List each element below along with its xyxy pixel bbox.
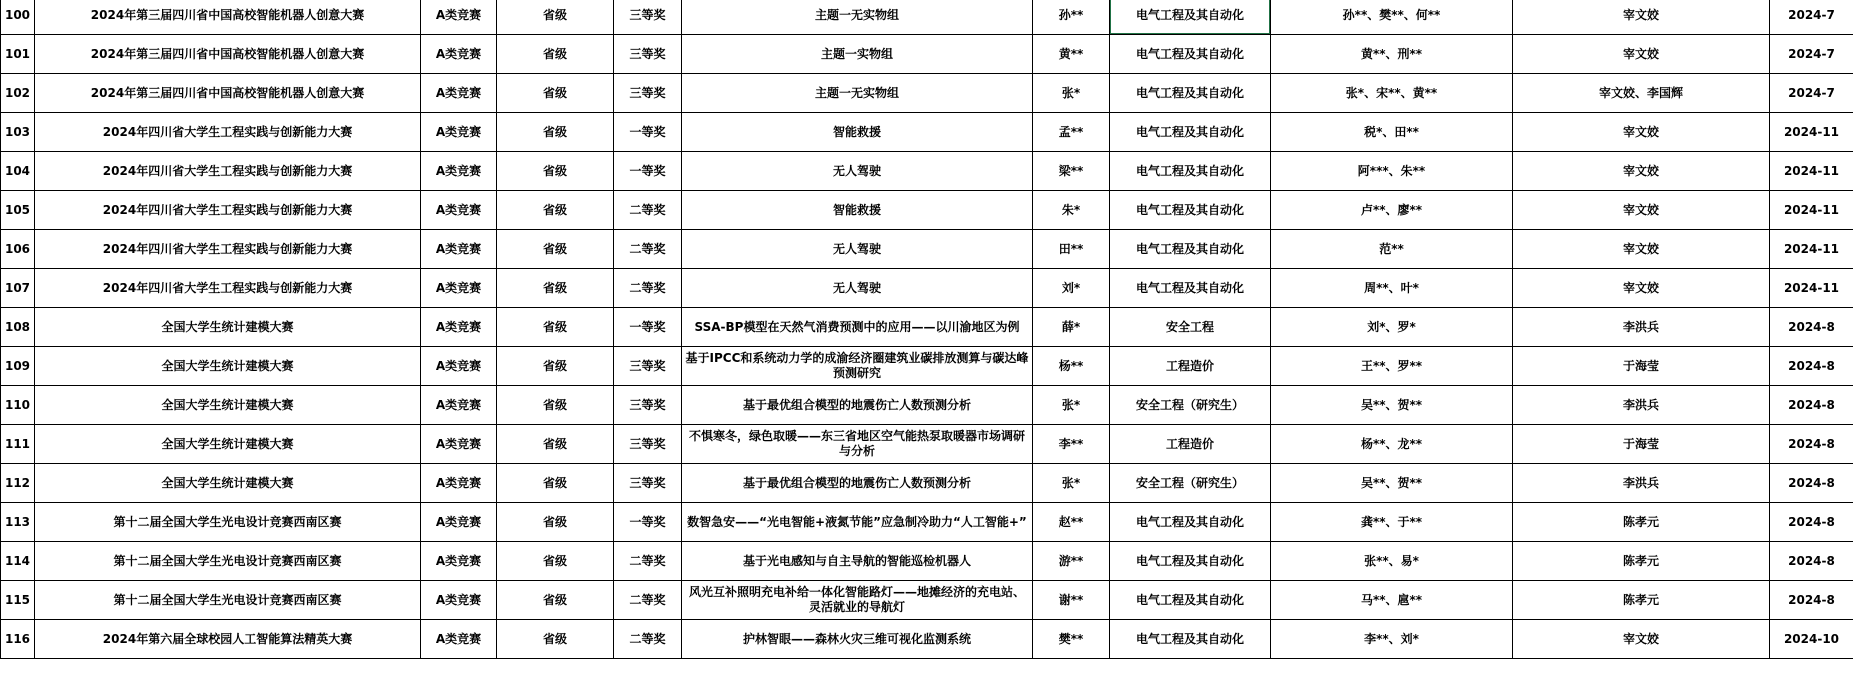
competition-name-cell[interactable]: 2024年第三届四川省中国高校智能机器人创意大赛 [35,74,421,113]
project-name-cell[interactable]: 基于最优组合模型的地震伤亡人数预测分析 [682,386,1033,425]
date-cell[interactable]: 2024-7 [1770,74,1853,113]
competition-name-cell[interactable]: 2024年四川省大学生工程实践与创新能力大赛 [35,191,421,230]
leader-cell[interactable]: 薛* [1033,308,1110,347]
award-cell[interactable]: 三等奖 [614,464,682,503]
category-cell[interactable]: A类竞赛 [421,581,497,620]
members-cell[interactable]: 范** [1271,230,1513,269]
table-row [1,191,1853,230]
major-cell[interactable]: 电气工程及其自动化 [1110,191,1271,230]
category-cell[interactable]: A类竞赛 [421,269,497,308]
advisor-cell[interactable]: 陈孝元 [1513,542,1770,581]
advisor-cell[interactable]: 陈孝元 [1513,503,1770,542]
date-cell[interactable]: 2024-7 [1770,35,1853,74]
row-number-cell[interactable]: 103 [1,113,35,152]
row-number-cell[interactable]: 104 [1,152,35,191]
level-cell[interactable]: 省级 [497,113,614,152]
award-cell[interactable]: 一等奖 [614,503,682,542]
row-number-cell[interactable]: 112 [1,464,35,503]
members-cell[interactable]: 张*、宋**、黄** [1271,74,1513,113]
table-row [1,74,1853,113]
advisor-cell[interactable]: 宰文姣 [1513,620,1770,659]
advisor-cell[interactable]: 宰文姣 [1513,35,1770,74]
major-cell[interactable]: 电气工程及其自动化 [1110,269,1271,308]
row-number-cell[interactable]: 111 [1,425,35,464]
major-cell[interactable]: 电气工程及其自动化 [1110,152,1271,191]
date-cell[interactable]: 2024-8 [1770,503,1853,542]
award-cell[interactable]: 三等奖 [614,35,682,74]
project-name-cell[interactable]: 护林智眼——森林火灾三维可视化监测系统 [682,620,1033,659]
level-cell[interactable]: 省级 [497,269,614,308]
major-cell[interactable]: 工程造价 [1110,347,1271,386]
project-name-cell[interactable]: 基于光电感知与自主导航的智能巡检机器人 [682,542,1033,581]
competition-name-cell[interactable]: 全国大学生统计建模大赛 [35,308,421,347]
award-cell[interactable]: 三等奖 [614,347,682,386]
leader-cell[interactable]: 张* [1033,74,1110,113]
project-name-cell[interactable]: 无人驾驶 [682,152,1033,191]
competition-name-cell[interactable]: 全国大学生统计建模大赛 [35,347,421,386]
members-cell[interactable]: 马**、扈** [1271,581,1513,620]
project-name-cell[interactable]: 数智急安——“光电智能+液氮节能”应急制冷助力“人工智能+” [682,503,1033,542]
project-name-cell[interactable]: 无人驾驶 [682,230,1033,269]
row-number-cell[interactable]: 114 [1,542,35,581]
advisor-cell[interactable]: 李洪兵 [1513,308,1770,347]
leader-cell[interactable]: 孟** [1033,113,1110,152]
category-cell[interactable]: A类竞赛 [421,620,497,659]
advisor-cell[interactable]: 陈孝元 [1513,581,1770,620]
table-row [1,0,1853,35]
competition-name-cell[interactable]: 2024年四川省大学生工程实践与创新能力大赛 [35,230,421,269]
major-cell[interactable]: 工程造价 [1110,425,1271,464]
level-cell[interactable]: 省级 [497,581,614,620]
table-row [1,35,1853,74]
competition-name-cell[interactable]: 2024年四川省大学生工程实践与创新能力大赛 [35,269,421,308]
table-row [1,503,1853,542]
leader-cell[interactable]: 樊** [1033,620,1110,659]
members-cell[interactable]: 卢**、廖** [1271,191,1513,230]
project-name-cell[interactable]: 不惧寒冬，绿色取暖——东三省地区空气能热泵取暖器市场调研与分析 [682,425,1033,464]
project-name-cell[interactable]: 基于IPCC和系统动力学的成渝经济圈建筑业碳排放测算与碳达峰预测研究 [682,347,1033,386]
date-cell[interactable]: 2024-8 [1770,347,1853,386]
category-cell[interactable]: A类竞赛 [421,542,497,581]
competition-name-cell[interactable]: 第十二届全国大学生光电设计竞赛西南区赛 [35,581,421,620]
leader-cell[interactable]: 田** [1033,230,1110,269]
row-number-cell[interactable]: 110 [1,386,35,425]
competition-name-cell[interactable]: 2024年第六届全球校园人工智能算法精英大赛 [35,620,421,659]
major-cell[interactable]: 电气工程及其自动化 [1110,113,1271,152]
competition-name-cell[interactable]: 全国大学生统计建模大赛 [35,425,421,464]
date-cell[interactable]: 2024-11 [1770,230,1853,269]
level-cell[interactable]: 省级 [497,425,614,464]
members-cell[interactable]: 吴**、贺** [1271,386,1513,425]
leader-cell[interactable]: 游** [1033,542,1110,581]
category-cell[interactable]: A类竞赛 [421,230,497,269]
competition-name-cell[interactable]: 2024年第三届四川省中国高校智能机器人创意大赛 [35,35,421,74]
leader-cell[interactable]: 赵** [1033,503,1110,542]
advisor-cell[interactable]: 宰文姣 [1513,230,1770,269]
table-body [1,0,1853,659]
row-number-cell[interactable]: 100 [1,0,35,35]
date-cell[interactable]: 2024-11 [1770,152,1853,191]
level-cell[interactable]: 省级 [497,347,614,386]
members-cell[interactable]: 吴**、贺** [1271,464,1513,503]
level-cell[interactable]: 省级 [497,230,614,269]
award-cell[interactable]: 二等奖 [614,230,682,269]
row-number-cell[interactable]: 106 [1,230,35,269]
category-cell[interactable]: A类竞赛 [421,0,497,35]
level-cell[interactable]: 省级 [497,308,614,347]
members-cell[interactable]: 王**、罗** [1271,347,1513,386]
competition-name-cell[interactable]: 全国大学生统计建模大赛 [35,386,421,425]
competition-name-cell[interactable]: 全国大学生统计建模大赛 [35,464,421,503]
table-row [1,308,1853,347]
competition-name-cell[interactable]: 2024年四川省大学生工程实践与创新能力大赛 [35,113,421,152]
table-row [1,269,1853,308]
date-cell[interactable]: 2024-8 [1770,308,1853,347]
members-cell[interactable]: 杨**、龙** [1271,425,1513,464]
advisor-cell[interactable]: 于海莹 [1513,425,1770,464]
category-cell[interactable]: A类竞赛 [421,425,497,464]
leader-cell[interactable]: 杨** [1033,347,1110,386]
date-cell[interactable]: 2024-10 [1770,620,1853,659]
major-cell[interactable]: 电气工程及其自动化 [1110,581,1271,620]
competition-name-cell[interactable]: 第十二届全国大学生光电设计竞赛西南区赛 [35,503,421,542]
members-cell[interactable]: 周**、叶* [1271,269,1513,308]
table-row [1,542,1853,581]
award-cell[interactable]: 一等奖 [614,113,682,152]
members-cell[interactable]: 黄**、刑** [1271,35,1513,74]
project-name-cell[interactable]: 智能救援 [682,113,1033,152]
category-cell[interactable]: A类竞赛 [421,152,497,191]
row-number-cell[interactable]: 113 [1,503,35,542]
advisor-cell[interactable]: 宰文姣、李国辉 [1513,74,1770,113]
award-cell[interactable]: 三等奖 [614,386,682,425]
advisor-cell[interactable]: 宰文姣 [1513,269,1770,308]
level-cell[interactable]: 省级 [497,152,614,191]
major-cell[interactable]: 电气工程及其自动化 [1110,542,1271,581]
table-row [1,425,1853,464]
project-name-cell[interactable]: 主题一无实物组 [682,74,1033,113]
table-row [1,464,1853,503]
row-number-cell[interactable]: 115 [1,581,35,620]
members-cell[interactable]: 龚**、于** [1271,503,1513,542]
table-row [1,581,1853,620]
major-cell[interactable]: 电气工程及其自动化 [1110,230,1271,269]
category-cell[interactable]: A类竞赛 [421,503,497,542]
table-row [1,386,1853,425]
table-row [1,620,1853,659]
level-cell[interactable]: 省级 [497,620,614,659]
table-row [1,152,1853,191]
table-row [1,113,1853,152]
leader-cell[interactable]: 孙** [1033,0,1110,35]
row-number-cell[interactable]: 116 [1,620,35,659]
category-cell[interactable]: A类竞赛 [421,347,497,386]
advisor-cell[interactable]: 宰文姣 [1513,0,1770,35]
members-cell[interactable]: 税*、田** [1271,113,1513,152]
date-cell[interactable]: 2024-7 [1770,0,1853,35]
row-number-cell[interactable]: 109 [1,347,35,386]
members-cell[interactable]: 孙**、樊**、何** [1271,0,1513,35]
award-cell[interactable]: 三等奖 [614,74,682,113]
date-cell[interactable]: 2024-8 [1770,581,1853,620]
advisor-cell[interactable]: 于海莹 [1513,347,1770,386]
major-cell[interactable]: 安全工程 [1110,308,1271,347]
major-cell[interactable]: 电气工程及其自动化 [1110,0,1271,35]
table-row [1,347,1853,386]
leader-cell[interactable]: 李** [1033,425,1110,464]
category-cell[interactable]: A类竞赛 [421,308,497,347]
members-cell[interactable]: 刘*、罗* [1271,308,1513,347]
level-cell[interactable]: 省级 [497,35,614,74]
leader-cell[interactable]: 张* [1033,464,1110,503]
date-cell[interactable]: 2024-8 [1770,542,1853,581]
major-cell[interactable]: 电气工程及其自动化 [1110,620,1271,659]
row-number-cell[interactable]: 101 [1,35,35,74]
major-cell[interactable]: 电气工程及其自动化 [1110,35,1271,74]
leader-cell[interactable]: 张* [1033,386,1110,425]
award-cell[interactable]: 一等奖 [614,152,682,191]
row-number-cell[interactable]: 108 [1,308,35,347]
advisor-cell[interactable]: 宰文姣 [1513,152,1770,191]
leader-cell[interactable]: 谢** [1033,581,1110,620]
category-cell[interactable]: A类竞赛 [421,74,497,113]
members-cell[interactable]: 李**、刘* [1271,620,1513,659]
major-cell[interactable]: 电气工程及其自动化 [1110,74,1271,113]
date-cell[interactable]: 2024-11 [1770,269,1853,308]
category-cell[interactable]: A类竞赛 [421,35,497,74]
date-cell[interactable]: 2024-8 [1770,464,1853,503]
project-name-cell[interactable]: 主题一实物组 [682,35,1033,74]
award-cell[interactable]: 二等奖 [614,191,682,230]
leader-cell[interactable]: 朱* [1033,191,1110,230]
leader-cell[interactable]: 黄** [1033,35,1110,74]
date-cell[interactable]: 2024-11 [1770,113,1853,152]
level-cell[interactable]: 省级 [497,503,614,542]
major-cell[interactable]: 安全工程（研究生） [1110,386,1271,425]
advisor-cell[interactable]: 李洪兵 [1513,464,1770,503]
category-cell[interactable]: A类竞赛 [421,113,497,152]
award-cell[interactable]: 二等奖 [614,620,682,659]
award-cell[interactable]: 二等奖 [614,269,682,308]
project-name-cell[interactable]: 无人驾驶 [682,269,1033,308]
project-name-cell[interactable]: 风光互补照明充电补给一体化智能路灯——地摊经济的充电站、灵活就业的导航灯 [682,581,1033,620]
leader-cell[interactable]: 梁** [1033,152,1110,191]
award-cell[interactable]: 三等奖 [614,0,682,35]
level-cell[interactable]: 省级 [497,74,614,113]
members-cell[interactable]: 阿***、朱** [1271,152,1513,191]
award-cell[interactable]: 一等奖 [614,308,682,347]
date-cell[interactable]: 2024-8 [1770,425,1853,464]
row-number-cell[interactable]: 105 [1,191,35,230]
leader-cell[interactable]: 刘* [1033,269,1110,308]
level-cell[interactable]: 省级 [497,191,614,230]
project-name-cell[interactable]: SSA-BP模型在天然气消费预测中的应用——以川渝地区为例 [682,308,1033,347]
table-row [1,230,1853,269]
category-cell[interactable]: A类竞赛 [421,386,497,425]
major-cell[interactable]: 电气工程及其自动化 [1110,503,1271,542]
category-cell[interactable]: A类竞赛 [421,191,497,230]
members-cell[interactable]: 张**、易* [1271,542,1513,581]
row-number-cell[interactable]: 107 [1,269,35,308]
major-cell[interactable]: 安全工程（研究生） [1110,464,1271,503]
advisor-cell[interactable]: 宰文姣 [1513,113,1770,152]
category-cell[interactable]: A类竞赛 [421,464,497,503]
competition-name-cell[interactable]: 2024年四川省大学生工程实践与创新能力大赛 [35,152,421,191]
competition-name-cell[interactable]: 第十二届全国大学生光电设计竞赛西南区赛 [35,542,421,581]
project-name-cell[interactable]: 基于最优组合模型的地震伤亡人数预测分析 [682,464,1033,503]
award-cell[interactable]: 二等奖 [614,542,682,581]
award-cell[interactable]: 三等奖 [614,425,682,464]
row-number-cell[interactable]: 102 [1,74,35,113]
level-cell[interactable]: 省级 [497,386,614,425]
advisor-cell[interactable]: 李洪兵 [1513,386,1770,425]
advisor-cell[interactable]: 宰文姣 [1513,191,1770,230]
date-cell[interactable]: 2024-11 [1770,191,1853,230]
project-name-cell[interactable]: 智能救援 [682,191,1033,230]
date-cell[interactable]: 2024-8 [1770,386,1853,425]
level-cell[interactable]: 省级 [497,0,614,35]
level-cell[interactable]: 省级 [497,542,614,581]
level-cell[interactable]: 省级 [497,464,614,503]
project-name-cell[interactable]: 主题一无实物组 [682,0,1033,35]
award-cell[interactable]: 二等奖 [614,581,682,620]
competition-name-cell[interactable]: 2024年第三届四川省中国高校智能机器人创意大赛 [35,0,421,35]
